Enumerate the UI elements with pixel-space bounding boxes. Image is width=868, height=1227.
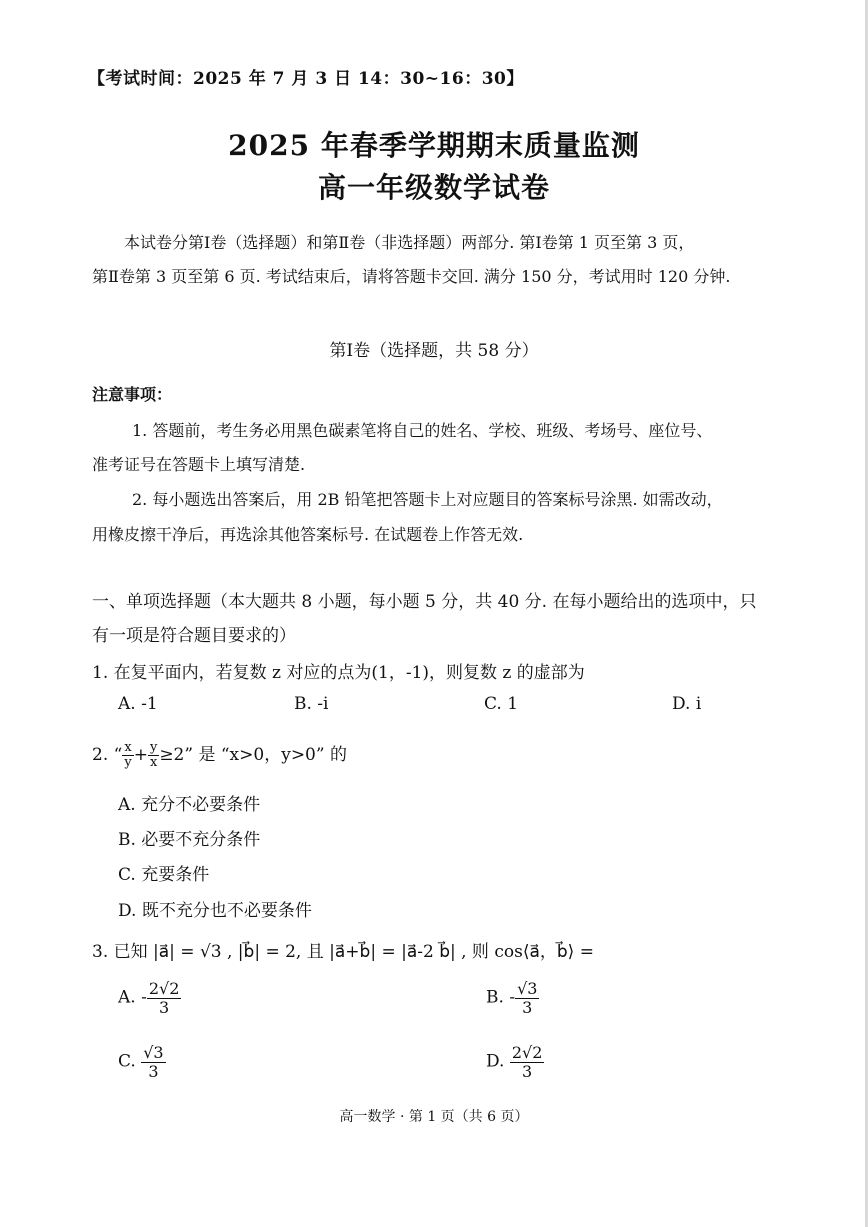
question-3-option-a: A. - $\frac{2√2}{3}$ <box>118 979 180 1017</box>
question-3-option-d: D. $\frac{2√2}{3}$ <box>486 1043 543 1081</box>
notice-2-line-1: 2. 每小题选出答案后，用 2B 铅笔把答题卡上对应题目的答案标号涂黑. 如需改动， <box>132 490 723 509</box>
question-3-stem: 3. 已知 |a⃗| = √3 , |b⃗| = 2, 且 |a⃗+b⃗| = |a⃗-2 b⃗| , 则 cos⟨a⃗，b⃗⟩ = <box>92 942 594 962</box>
fraction-option-b: $\frac{√3}{3}$ <box>517 979 538 1017</box>
question-1-option-c: C. 1 <box>484 694 519 714</box>
question-2-option-b: B. 必要不充分条件 <box>118 830 261 850</box>
open-quote: “ <box>113 745 123 765</box>
notice-1-line-1: 1. 答题前，考生务必用黑色碳素笔将自己的姓名、学校、班级、考场号、座位号、 <box>132 421 713 440</box>
plus-sign: + <box>133 745 148 765</box>
question-2-number: 2. <box>92 745 109 765</box>
question-3-option-c: C. $\frac{√3}{3}$ <box>118 1043 164 1081</box>
question-1-stem: 1. 在复平面内，若复数 z 对应的点为(1，-1)，则复数 z 的虚部为 <box>92 663 585 683</box>
question-2-tail: ≥2” 是 “x>0，y>0” 的 <box>159 745 347 765</box>
exam-subtitle: 高一年级数学试卷 <box>317 171 550 204</box>
notice-heading: 注意事项： <box>92 385 173 404</box>
question-3-option-b: B. - $\frac{√3}{3}$ <box>486 979 538 1017</box>
question-2-option-c: C. 充要条件 <box>118 865 210 885</box>
question-2-stem <box>92 740 347 770</box>
fraction-x-over-y: $\frac{x}{y}$ <box>124 739 132 770</box>
part-one-heading-line-1: 一、单项选择题（本大题共 8 小题，每小题 5 分，共 40 分. 在每小题给出的选项中，只 <box>92 592 757 612</box>
notice-1-line-2: 准考证号在答题卡上填写清楚. <box>92 455 306 474</box>
question-1-option-d: D. i <box>672 694 702 714</box>
question-2-option-a: A. 充分不必要条件 <box>118 795 261 815</box>
exam-title: 2025 年春季学期期末质量监测 <box>228 129 640 162</box>
part-one-heading-line-2: 有一项是符合题目要求的） <box>92 626 296 646</box>
intro-line-1: 本试卷分第Ⅰ卷（选择题）和第Ⅱ卷（非选择题）两部分. 第Ⅰ卷第 1 页至第 3 页， <box>124 233 695 252</box>
intro-line-2: 第Ⅱ卷第 3 页至第 6 页. 考试结束后，请将答题卡交回. 满分 150 分，考试用时 120 分钟. <box>92 267 731 286</box>
fraction-option-a: $\frac{2√2}{3}$ <box>148 979 180 1017</box>
fraction-y-over-x: $\frac{y}{x}$ <box>149 739 158 770</box>
page-footer: 高一数学 · 第 1 页（共 6 页） <box>339 1109 529 1125</box>
question-1-option-b: B. -i <box>294 694 329 714</box>
exam-time: 【考试时间：2025 年 7 月 3 日 14：30~16：30】 <box>88 69 524 89</box>
question-2-option-d: D. 既不充分也不必要条件 <box>118 901 312 921</box>
fraction-option-c: $\frac{√3}{3}$ <box>143 1043 164 1081</box>
question-1-option-a: A. -1 <box>118 694 158 714</box>
section-heading: 第Ⅰ卷（选择题，共 58 分） <box>329 341 539 361</box>
fraction-option-d: $\frac{2√2}{3}$ <box>511 1043 543 1081</box>
notice-2-line-2: 用橡皮擦干净后，再选涂其他答案标号. 在试题卷上作答无效. <box>92 525 524 544</box>
